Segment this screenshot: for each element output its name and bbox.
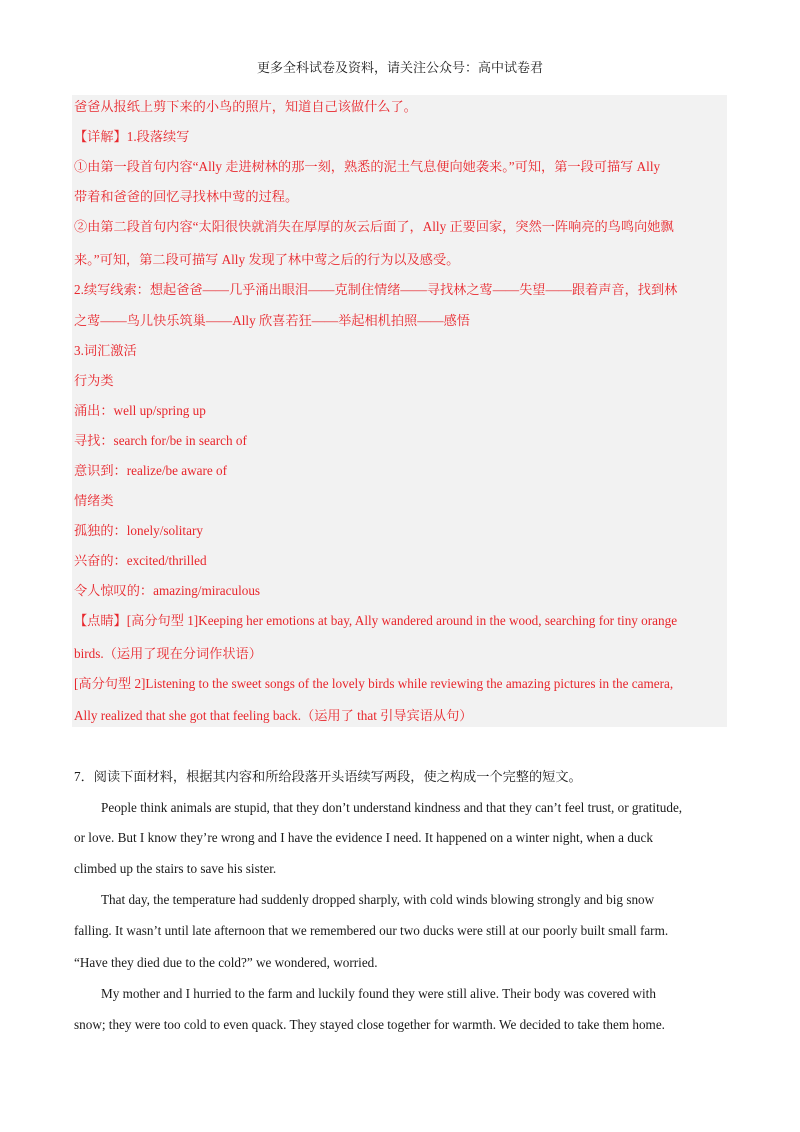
answer-line: 【点睛】[高分句型 1]Keeping her emotions at bay, Ally wandered around in the wood, searching for tiny orange	[74, 613, 678, 628]
answer-line: 之莺——鸟儿快乐筑巢——Ally 欣喜若狂——举起相机拍照——感悟	[74, 313, 470, 328]
answer-line: 令人惊叹的：amazing/miraculous	[74, 583, 261, 598]
answer-line: 孤独的：lonely/solitary	[74, 523, 203, 538]
answer-line: 爸爸从报纸上剪下来的小鸟的照片，知道自己该做什么了。	[74, 99, 417, 114]
page-header: 更多全科试卷及资料，请关注公众号：高中试卷君	[256, 60, 543, 75]
answer-line: 兴奋的：excited/thrilled	[74, 553, 207, 568]
answer-line: birds.（运用了现在分词作状语）	[74, 646, 262, 661]
answer-line: ②由第二段首句内容“太阳很快就消失在厚厚的灰云后面了，Ally 正要回家，突然一阵响亮的鸟鸣向她飘	[74, 219, 674, 234]
question-paragraph-line: “Have they died due to the cold?” we wondered, worried.	[74, 955, 378, 970]
answer-line: 涌出：well up/spring up	[74, 403, 206, 418]
answer-line: 行为类	[74, 373, 114, 388]
answer-line: 2.续写线索：想起爸爸——几乎涌出眼泪——克制住情绪——寻找林之莺——失望——跟着声音，找到林	[74, 282, 678, 297]
answer-line: 带着和爸爸的回忆寻找林中莺的过程。	[74, 189, 299, 204]
answer-line: 情绪类	[74, 493, 114, 508]
question-title: 7．阅读下面材料，根据其内容和所给段落开头语续写两段，使之构成一个完整的短文。	[74, 769, 582, 784]
answer-line: 寻找：search for/be in search of	[74, 433, 247, 448]
question-paragraph-line: People think animals are stupid, that they don’t understand kindness and that they can’t feel trust, or gratitude,	[101, 800, 683, 815]
question-paragraph-line: My mother and I hurried to the farm and luckily found they were still alive. Their body was covered with	[101, 986, 656, 1001]
answer-line: 意识到：realize/be aware of	[74, 463, 228, 478]
answer-line: Ally realized that she got that feeling back.（运用了 that 引导宾语从句）	[74, 708, 473, 723]
question-paragraph-line: or love. But I know they’re wrong and I have the evidence I need. It happened on a winter night, when a duck	[74, 830, 653, 845]
answer-line: [高分句型 2]Listening to the sweet songs of the lovely birds while reviewing the amazing pictures in the camera,	[74, 676, 674, 691]
answer-line: 来。”可知，第二段可描写 Ally 发现了林中莺之后的行为以及感受。	[74, 252, 460, 267]
question-paragraph-line: falling. It wasn’t until late afternoon that we remembered our two ducks were still at our poorly built small farm.	[74, 923, 669, 938]
question-paragraph-line: climbed up the stairs to save his sister.	[74, 861, 277, 876]
answer-line: 3.词汇激活	[74, 343, 137, 358]
question-paragraph-line: snow; they were too cold to even quack. They stayed close together for warmth. We decided to take them home.	[74, 1017, 665, 1032]
answer-line: 【详解】1.段落续写	[74, 129, 190, 144]
answer-line: ①由第一段首句内容“Ally 走进树林的那一刻，熟悉的泥土气息便向她袭来。”可知，第一段可描写 Ally	[74, 159, 661, 174]
question-paragraph-line: That day, the temperature had suddenly dropped sharply, with cold winds blowing strongly and big snow	[101, 892, 655, 907]
